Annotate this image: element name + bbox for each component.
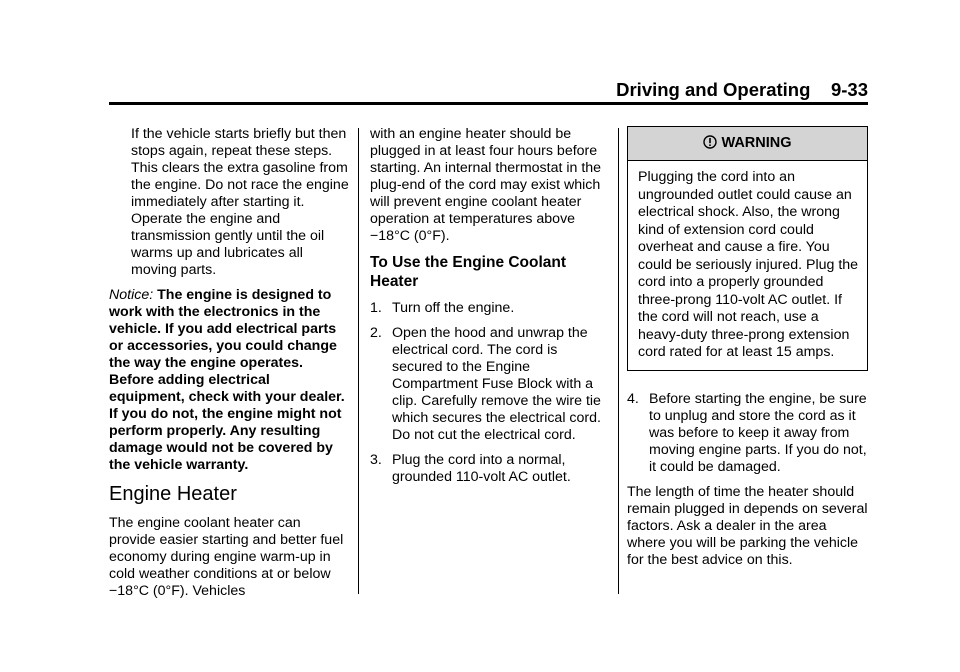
column-divider-1 xyxy=(358,128,359,594)
column-right xyxy=(618,126,868,577)
body-paragraph-cont: with an engine heater should be plugged in at least four hours before starting. An internal thermostat in the plug-end of the cord may exist which will prevent engine coolant heater operation at temperatures above −18°C (0°F). xyxy=(370,126,602,244)
step-number: 2. xyxy=(370,325,382,341)
subsection-heading: To Use the Engine Coolant Heater xyxy=(370,254,567,290)
notice-label: Notice: xyxy=(109,287,154,303)
step-text: Before starting the engine, be sure to unplug and store the cord as it was before to keep it away from moving engine parts. If you do not, it could be damaged. xyxy=(649,390,867,475)
header-rule xyxy=(109,102,868,105)
step-number: 1. xyxy=(370,300,382,316)
list-item xyxy=(627,391,868,476)
step-number: 4. xyxy=(627,390,639,407)
list-item xyxy=(370,300,608,317)
step-text: Turn off the engine. xyxy=(392,300,515,316)
warning-title: WARNING xyxy=(721,135,792,151)
warning-header xyxy=(628,127,867,161)
warning-circle-icon xyxy=(703,135,717,153)
warning-box xyxy=(627,126,868,371)
after-warning xyxy=(618,391,868,569)
page-number: 9-33 xyxy=(830,79,868,100)
page-header xyxy=(570,79,868,101)
list-item xyxy=(370,452,608,486)
warning-text: Plugging the cord into an ungrounded outlet could cause an electrical shock. Also, the wrong kind of extension cord could overheat and cause a fire. You could be seriously injured. Plug the cord into a properly grounded three-prong 110-volt AC outlet. If the cord will not reach, use a heavy-duty three-prong extension cord rated for at least 15 amps. xyxy=(638,169,859,360)
notice-text: The engine is designed to work with the electronics in the vehicle. If you add electrical parts or accessories, you could change the way the engine operates. Before adding electrical equipment, check with your dealer. If you do not, the engine might not perform properly. Any resulting damage would not be covered by the vehicle warranty. xyxy=(109,287,345,473)
section-title: Driving and Operating xyxy=(616,79,811,100)
intro-paragraph: If the vehicle starts briefly but then stops again, repeat these steps. This clears the extra gasoline from the engine. Do not race the engine immediately after starting it. Operate the engine and transmission gently until the oil warms up and lubricates all moving parts. xyxy=(131,126,349,278)
step-number: 3. xyxy=(370,452,382,468)
body-paragraph: The engine coolant heater can provide easier starting and better fuel economy during engine warm-up in cold weather conditions at or below −18°C (0°F). Vehicles xyxy=(109,515,344,599)
column-left xyxy=(109,126,349,608)
step-text: Plug the cord into a normal, grounded 110-volt AC outlet. xyxy=(392,452,571,485)
notice-paragraph xyxy=(109,287,349,474)
section-heading: Engine Heater xyxy=(109,483,237,505)
step-text: Open the hood and unwrap the electrical cord. The cord is secured to the Engine Compartment Fuse Block with a clip. Carefully remove the wire tie which secures the electrical cord. Do not cut the electrical cord. xyxy=(392,325,601,443)
closing-paragraph: The length of time the heater should remain plugged in depends on several factors. Ask a dealer in the area where you will be parking the vehicle for the best advice on this. xyxy=(627,483,868,568)
list-item xyxy=(370,325,608,444)
column-middle xyxy=(370,126,608,494)
